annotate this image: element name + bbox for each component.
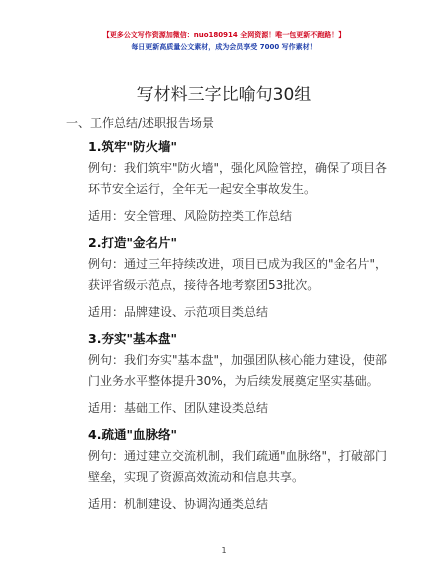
promo-banner-line1: 【更多公文写作资源加微信：nuo180914 全网资源！唯一包更新不跑路！】 bbox=[102, 31, 346, 39]
item-heading-4: 4.疏通"血脉络" bbox=[88, 427, 177, 442]
item-example-4: 例句：通过建立交流机制，我们疏通"血脉络"，打破部门壁垒，实现了资源高效流动和信息共享。 bbox=[88, 449, 388, 484]
document-title: 写材料三字比喻句30组 bbox=[136, 85, 312, 105]
item-usage-2: 适用：品牌建设、示范项目类总结 bbox=[88, 305, 269, 319]
item-heading-2: 2.打造"金名片" bbox=[88, 235, 177, 250]
section-heading: 一、工作总结/述职报告场景 bbox=[66, 116, 215, 130]
item-example-2: 例句：通过三年持续改进，项目已成为我区的"金名片"，获评省级示范点，接待各地考察团53批次。 bbox=[88, 257, 388, 292]
promo-banner-line2: 每日更新高质量公文素材，成为会员享受 7000 写作素材！ bbox=[131, 43, 317, 51]
item-example-3: 例句：我们夯实"基本盘"，加强团队核心能力建设，使部门业务水平整体提升30%，为后续发展奠定坚实基础。 bbox=[88, 353, 388, 388]
page-number: 1 bbox=[221, 546, 227, 555]
item-usage-1: 适用：安全管理、风险防控类工作总结 bbox=[88, 209, 293, 223]
item-usage-3: 适用：基础工作、团队建设类总结 bbox=[88, 401, 269, 415]
item-usage-4: 适用：机制建设、协调沟通类总结 bbox=[88, 497, 269, 511]
item-heading-3: 3.夯实"基本盘" bbox=[88, 331, 177, 346]
item-heading-1: 1.筑牢"防火墙" bbox=[88, 139, 177, 154]
item-example-1: 例句：我们筑牢"防火墙"，强化风险管控，确保了项目各环节安全运行，全年无一起安全事故发生。 bbox=[88, 161, 388, 196]
